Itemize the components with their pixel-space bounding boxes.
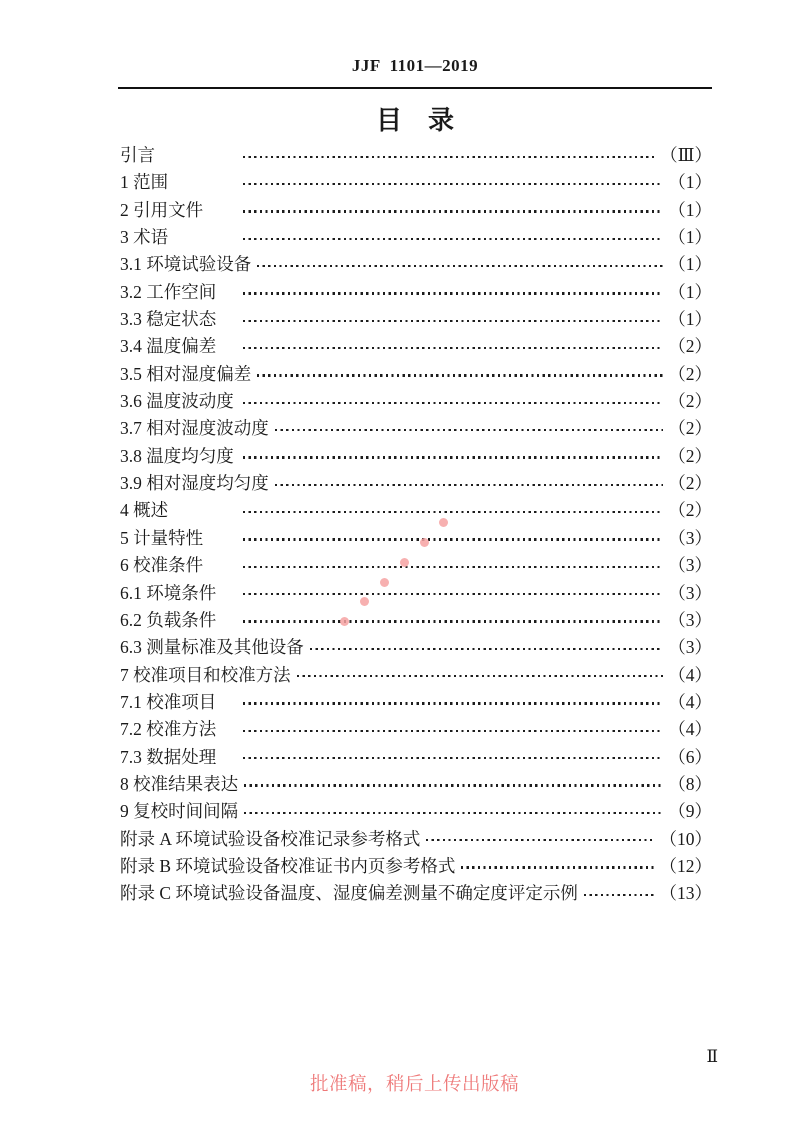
- dot-leader: [243, 757, 663, 759]
- toc-entry-label: 3.3 稳定状态: [120, 309, 217, 330]
- toc-entry-page: （1）: [668, 309, 712, 330]
- dot-leader: [243, 593, 663, 595]
- dot-leader: [297, 675, 664, 677]
- dot-leader: [243, 402, 663, 404]
- toc-entry: [118, 497, 712, 524]
- dot-leader: [461, 866, 654, 868]
- dot-leader: [243, 238, 663, 240]
- dot-leader: [243, 538, 663, 540]
- pink-dot: [340, 617, 349, 626]
- toc-entry: [118, 224, 712, 251]
- toc-entry: [118, 607, 712, 634]
- toc-list: [118, 142, 712, 908]
- pink-dot: [439, 518, 448, 527]
- dot-leader: [275, 484, 664, 486]
- toc-entry-label: 附录 B 环境试验设备校准证书内页参考格式: [120, 855, 456, 876]
- dot-leader: [310, 648, 664, 650]
- toc-entry: [118, 716, 712, 743]
- toc-entry-page: （2）: [668, 500, 712, 521]
- dot-leader: [244, 812, 663, 814]
- toc-entry-page: （2）: [668, 418, 712, 439]
- toc-entry-label: 6.1 环境条件: [120, 582, 217, 603]
- folio-page-number: Ⅱ: [706, 1047, 718, 1066]
- dot-leader: [243, 702, 663, 704]
- page-title: 目 录: [375, 106, 454, 135]
- dot-leader: [243, 320, 663, 322]
- dot-leader: [244, 784, 663, 786]
- toc-entry-label: 6 校准条件: [120, 555, 204, 576]
- toc-entry-label: 3.5 相对湿度偏差: [120, 363, 252, 384]
- toc-entry-page: （2）: [668, 445, 712, 466]
- toc-entry: [118, 552, 712, 579]
- toc-entry: [118, 388, 712, 415]
- toc-entry-page: （13）: [659, 883, 712, 904]
- dot-leader: [243, 456, 663, 458]
- dot-leader: [243, 156, 655, 158]
- toc-entry: [118, 798, 712, 825]
- toc-entry: [118, 689, 712, 716]
- toc-entry-label: 附录 C 环境试验设备温度、湿度偏差测量不确定度评定示例: [120, 883, 578, 904]
- toc-entry-page: （3）: [668, 555, 712, 576]
- toc-entry-label: 3.8 温度均匀度: [120, 445, 234, 466]
- dot-leader: [426, 839, 654, 841]
- toc-entry: [118, 662, 712, 689]
- toc-entry: [118, 470, 712, 497]
- toc-entry-page: （4）: [668, 664, 712, 685]
- dot-leader: [257, 265, 663, 267]
- toc-entry: [118, 771, 712, 798]
- pink-dot: [380, 578, 389, 587]
- toc-entry-page: （3）: [668, 637, 712, 658]
- toc-entry-label: 3.2 工作空间: [120, 281, 217, 302]
- dot-leader: [275, 429, 664, 431]
- dot-leader: [243, 730, 663, 732]
- toc-entry-label: 2 引用文件: [120, 199, 204, 220]
- toc-entry: [118, 634, 712, 661]
- toc-entry-label: 3.4 温度偏差: [120, 336, 217, 357]
- dot-leader: [257, 374, 663, 376]
- watermark-text: 批准稿，稍后上传出版稿: [310, 1075, 520, 1095]
- toc-entry-page: （4）: [668, 719, 712, 740]
- toc-entry: [118, 306, 712, 333]
- toc-entry-label: 6.2 负载条件: [120, 609, 217, 630]
- toc-entry: [118, 361, 712, 388]
- toc-entry-page: （4）: [668, 691, 712, 712]
- toc-entry-page: （3）: [668, 527, 712, 548]
- toc-entry-page: （2）: [668, 336, 712, 357]
- toc-entry-label: 5 计量特性: [120, 527, 204, 548]
- toc-entry-label: 7.2 校准方法: [120, 719, 217, 740]
- dot-leader: [243, 210, 663, 212]
- toc-entry-label: 9 复校时间间隔: [120, 801, 239, 822]
- pink-dot: [420, 538, 429, 547]
- toc-entry: [118, 142, 712, 169]
- document-header: JJF 1101—2019: [351, 56, 479, 75]
- toc-entry-label: 3.6 温度波动度: [120, 391, 234, 412]
- toc-entry-page: （1）: [668, 172, 712, 193]
- toc-entry: [118, 197, 712, 224]
- toc-entry-page: （1）: [668, 254, 712, 275]
- dot-leader: [584, 894, 655, 896]
- pink-dot: [400, 558, 409, 567]
- toc-entry-label: 3 术语: [120, 227, 169, 248]
- toc-entry: [118, 826, 712, 853]
- dot-leader: [243, 511, 663, 513]
- dot-leader: [243, 183, 663, 185]
- toc-entry-page: （2）: [668, 473, 712, 494]
- toc-entry-page: （1）: [668, 199, 712, 220]
- pink-dot: [360, 597, 369, 606]
- toc-entry-label: 7.3 数据处理: [120, 746, 217, 767]
- toc-entry-label: 4 概述: [120, 500, 169, 521]
- dot-leader: [243, 292, 663, 294]
- toc-entry: [118, 251, 712, 278]
- toc-entry: [118, 279, 712, 306]
- toc-entry: [118, 880, 712, 907]
- toc-entry-page: （6）: [668, 746, 712, 767]
- toc-entry-page: （Ⅲ）: [660, 145, 712, 165]
- toc-entry-label: 3.9 相对湿度均匀度: [120, 473, 269, 494]
- toc-entry-page: （8）: [668, 773, 712, 794]
- toc-entry-label: 7.1 校准项目: [120, 691, 217, 712]
- toc-entry: [118, 744, 712, 771]
- toc-entry-label: 6.3 测量标准及其他设备: [120, 637, 304, 658]
- toc-entry: [118, 525, 712, 552]
- toc-entry-page: （10）: [659, 828, 712, 849]
- toc-entry-page: （3）: [668, 609, 712, 630]
- toc-entry: [118, 443, 712, 470]
- toc-entry-page: （2）: [668, 363, 712, 384]
- toc-entry-page: （1）: [668, 227, 712, 248]
- toc-entry-label: 3.7 相对湿度波动度: [120, 418, 269, 439]
- toc-entry: [118, 415, 712, 442]
- toc-entry-page: （9）: [668, 801, 712, 822]
- dot-leader: [243, 347, 663, 349]
- toc-entry-label: 8 校准结果表达: [120, 773, 239, 794]
- toc-entry-page: （1）: [668, 281, 712, 302]
- toc-entry-label: 7 校准项目和校准方法: [120, 664, 291, 685]
- toc-entry: [118, 333, 712, 360]
- toc-entry-page: （3）: [668, 582, 712, 603]
- toc-entry: [118, 580, 712, 607]
- toc-entry-label: 附录 A 环境试验设备校准记录参考格式: [120, 828, 421, 849]
- toc-entry-label: 引言: [120, 145, 155, 165]
- toc-entry-label: 1 范围: [120, 172, 169, 193]
- toc-entry-page: （2）: [668, 391, 712, 412]
- toc-entry: [118, 853, 712, 880]
- dot-leader: [243, 566, 663, 568]
- toc-entry-label: 3.1 环境试验设备: [120, 254, 252, 275]
- dot-leader: [243, 620, 663, 622]
- toc-entry: [118, 169, 712, 196]
- toc-entry-page: （12）: [659, 855, 712, 876]
- header-rule: [118, 87, 712, 89]
